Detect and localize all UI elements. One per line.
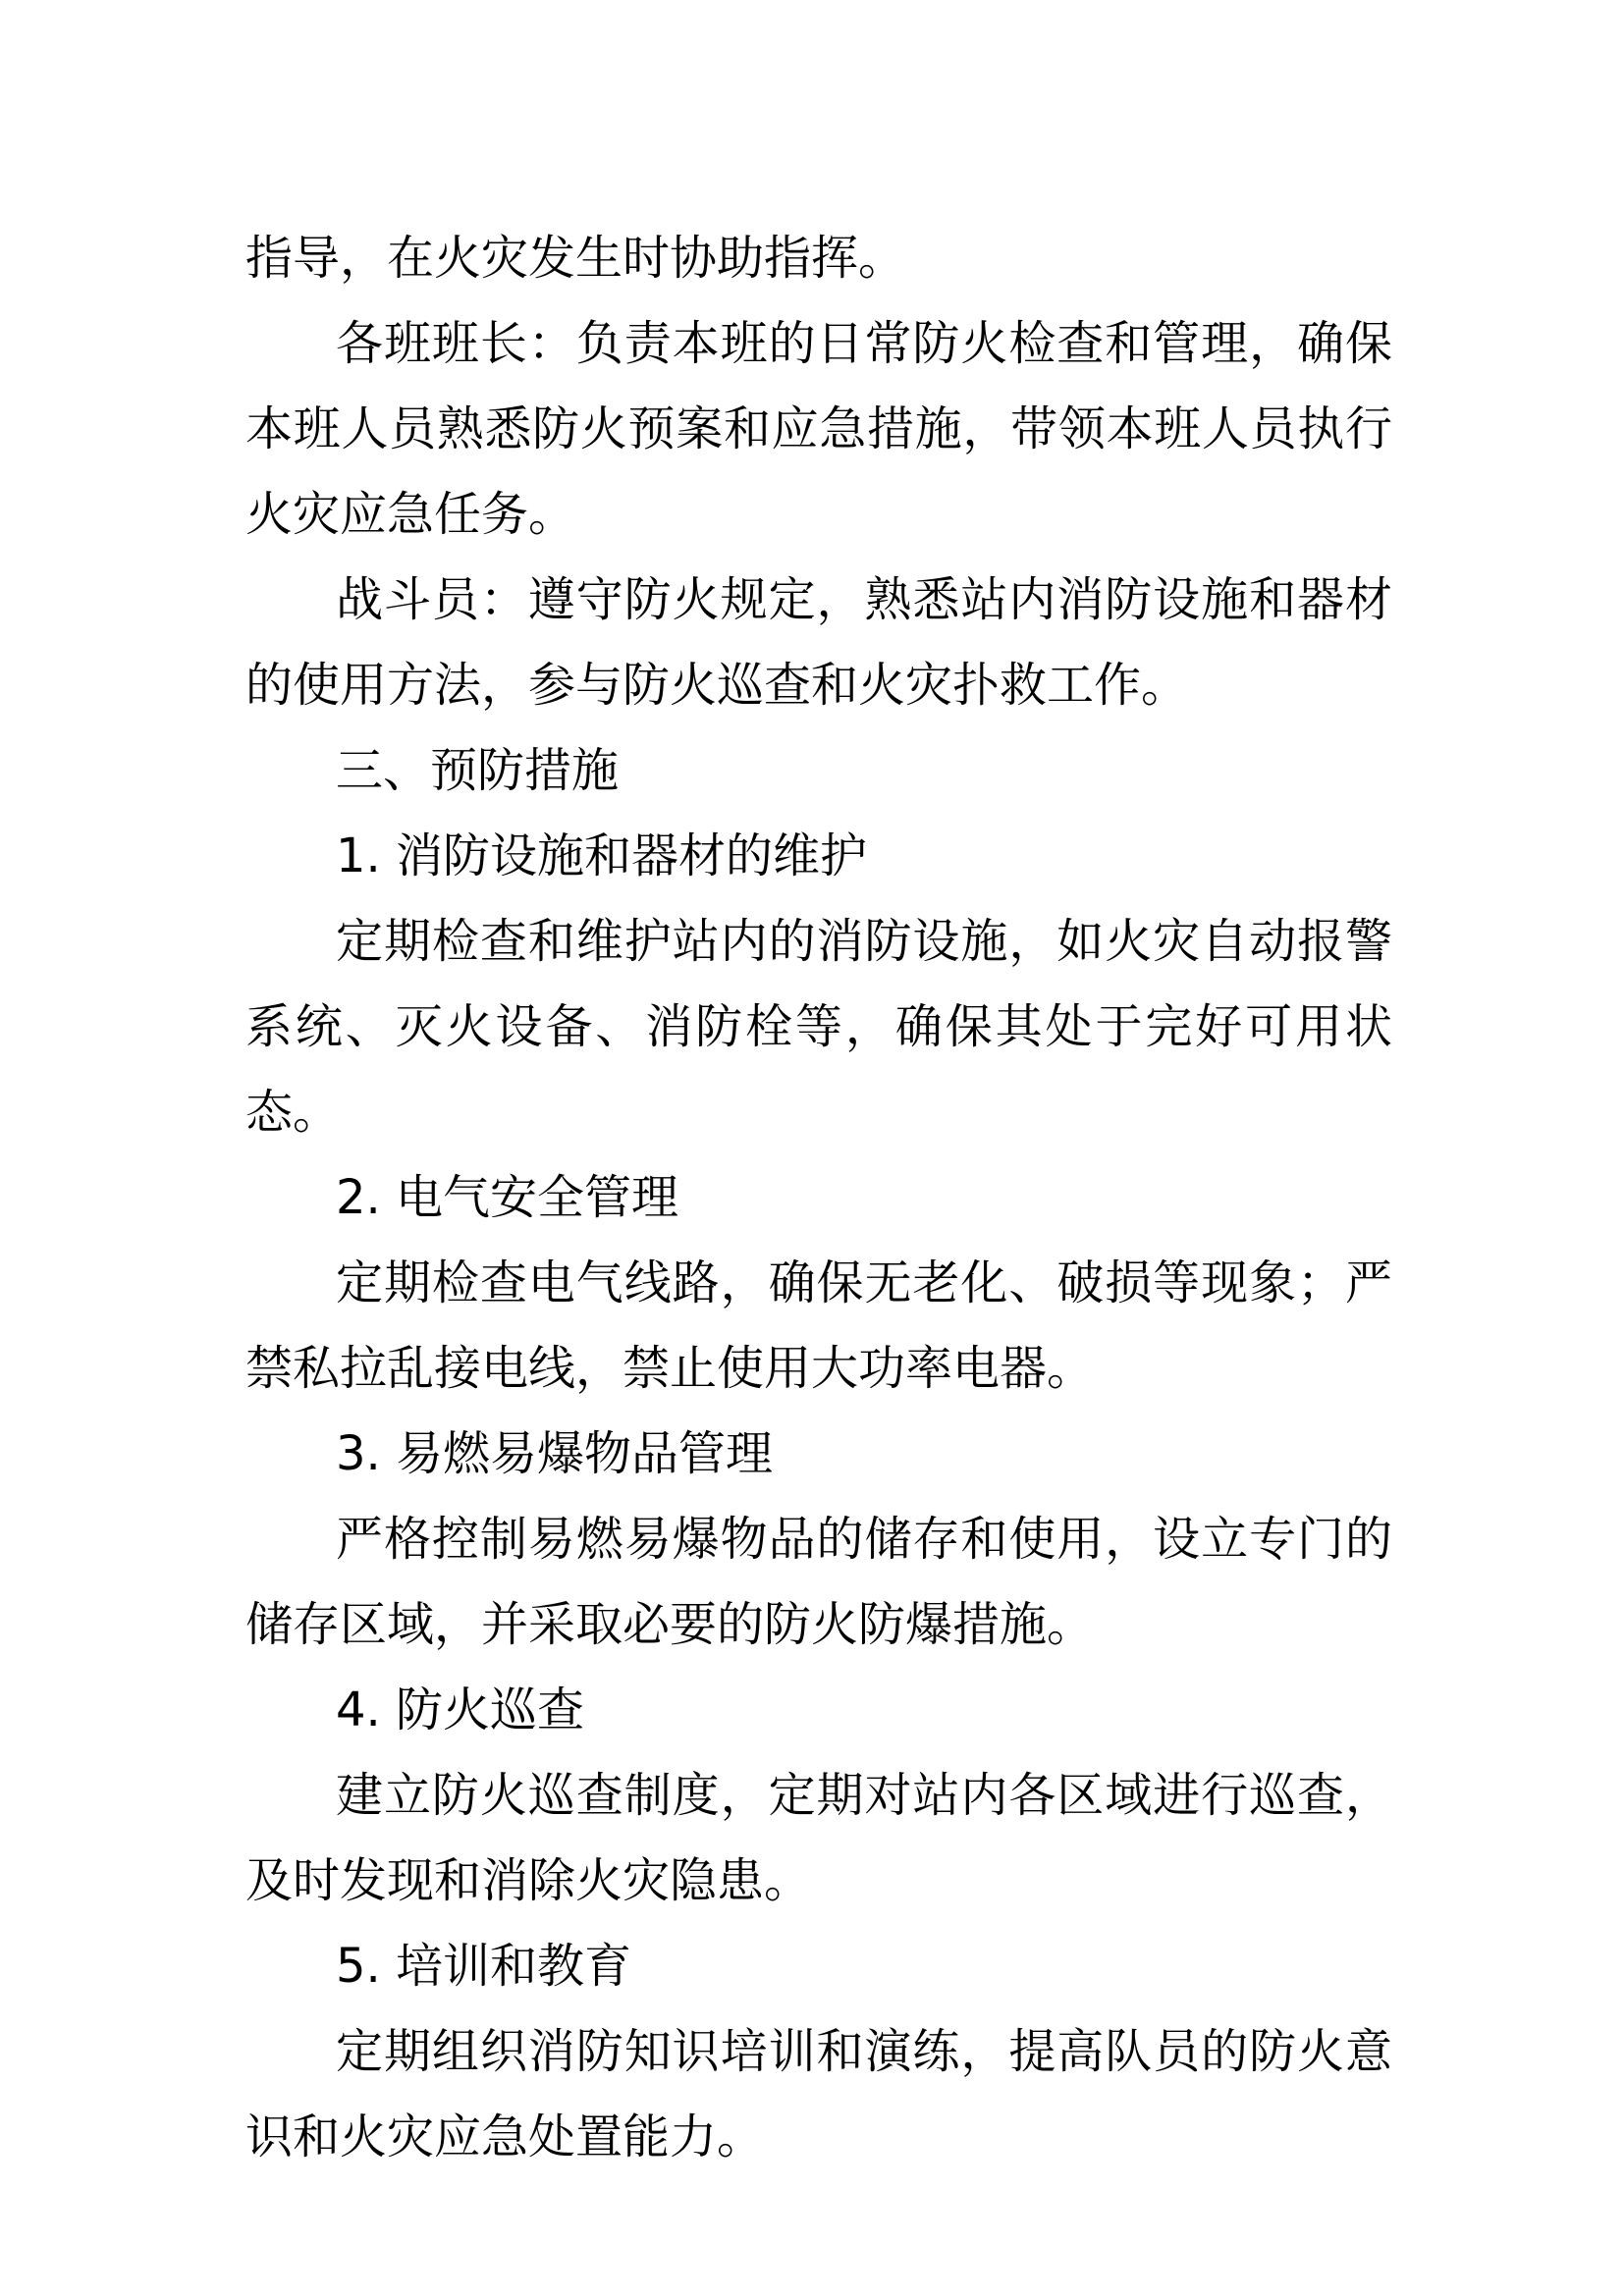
subheading-training: 5. 培训和教育 (336, 1939, 632, 1994)
subheading-equipment-maintenance: 1. 消防设施和器材的维护 (336, 828, 868, 883)
section-heading-prevention: 三、预防措施 (336, 743, 620, 798)
paragraph-electrical-safety: 定期检查电气线路，确保无老化、破损等现象；严禁私拉乱接电线，禁止使用大功率电器。 (245, 1255, 1392, 1396)
paragraph-flammables: 严格控制易燃易爆物品的储存和使用，设立专门的储存区域，并采取必要的防火防爆措施。 (245, 1512, 1392, 1652)
paragraph-squad-leader: 各班班长：负责本班的日常防火检查和管理，确保本班人员熟悉防火预案和应急措施，带领本班人员执行火灾应急任务。 (245, 316, 1392, 542)
paragraph-training: 定期组织消防知识培训和演练，提高队员的防火意识和火灾应急处置能力。 (245, 2024, 1392, 2164)
subheading-flammables: 3. 易燃易爆物品管理 (336, 1426, 774, 1481)
subheading-electrical-safety: 2. 电气安全管理 (336, 1170, 679, 1225)
paragraph-fire-patrol: 建立防火巡查制度，定期对站内各区域进行巡查，及时发现和消除火灾隐患。 (245, 1768, 1392, 1908)
paragraph-continuation: 指导，在火灾发生时协助指挥。 (245, 231, 906, 286)
document-body (245, 216, 1392, 2180)
paragraph-fighter: 战斗员：遵守防火规定，熟悉站内消防设施和器材的使用方法，参与防火巡查和火灾扑救工作。 (245, 572, 1392, 713)
paragraph-equipment-maintenance: 定期检查和维护站内的消防设施，如火灾自动报警系统、灭火设备、消防栓等，确保其处于完好可用状态。 (245, 914, 1392, 1140)
subheading-fire-patrol: 4. 防火巡查 (336, 1682, 585, 1737)
